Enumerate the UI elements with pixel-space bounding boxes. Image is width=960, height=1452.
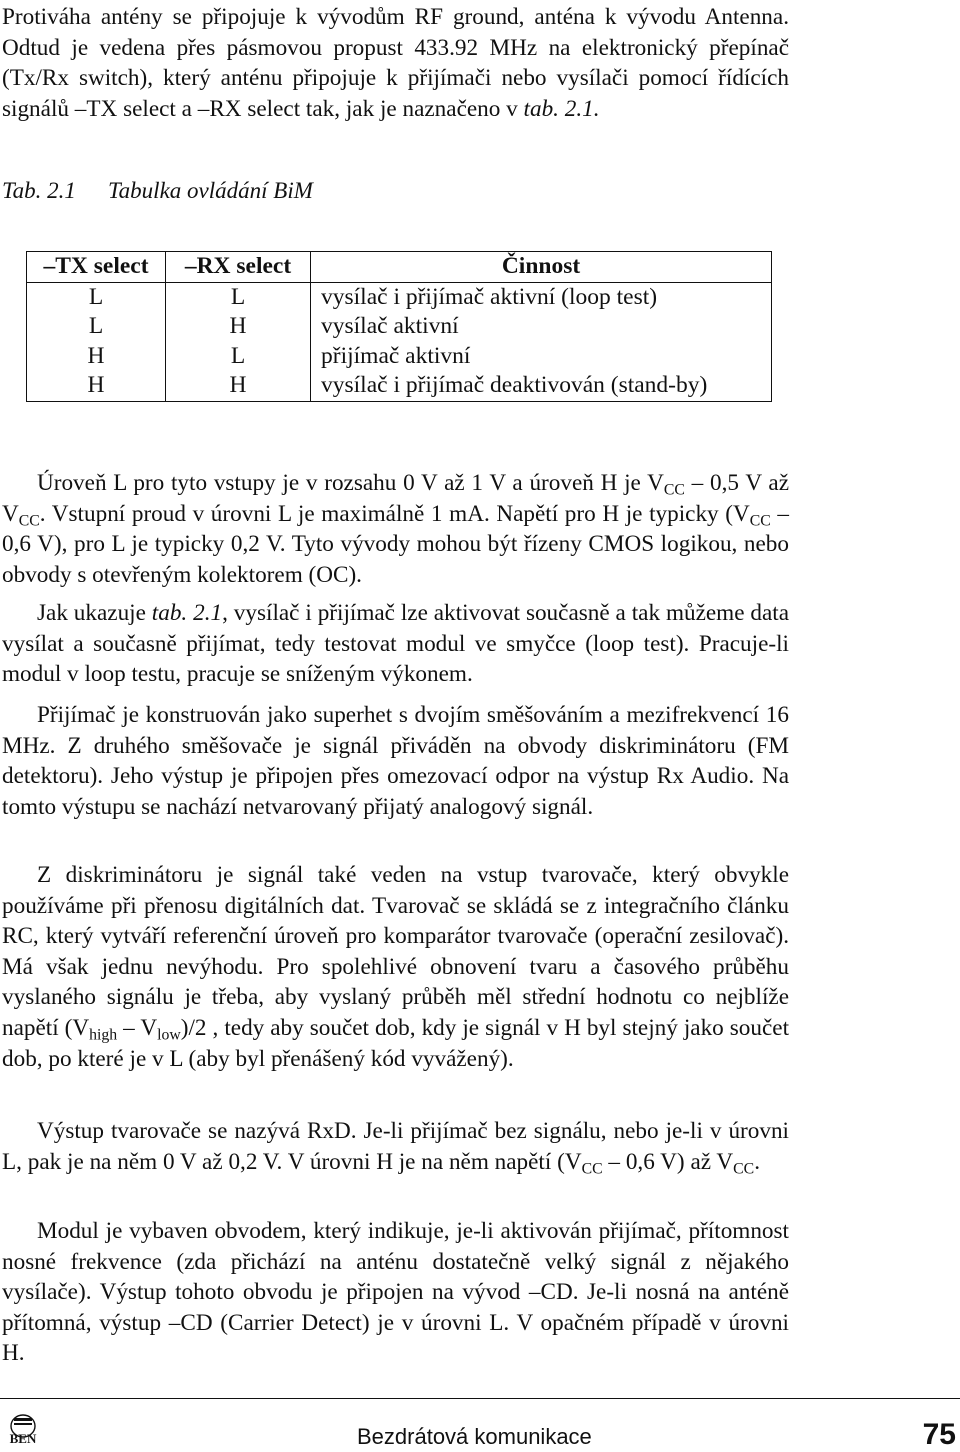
cell-rx: L bbox=[166, 342, 311, 372]
table-header-row bbox=[27, 252, 772, 283]
cell-tx: L bbox=[27, 282, 166, 312]
text-run: . Vstupní proud v úrovni L je maximálně 1 mA. Napětí pro H je typicky (V bbox=[39, 500, 750, 527]
paragraph-carrier-detect: Modul je vybaven obvodem, který indikuje, je-li aktivován přijímač, přítomnost nosné frekvence (zda přichází na anténu dostatečně velký signál z nějakého vysílače). Výstup tohoto obvodu je připojen na vývod –CD. Je-li nosná na anténě přítomná, výstup –CD (Carrier Detect) je v úrovni L. V opačném případě v úrovni H. bbox=[2, 1218, 789, 1367]
footer-divider bbox=[0, 1398, 960, 1399]
cell-rx: H bbox=[166, 312, 311, 342]
table-row bbox=[27, 312, 772, 342]
text-run: , vysílač i přijímač lze aktivovat současně a tak můžeme data vysílat a současně přijímat, tedy testovat modul ve smyčce (loop test). Pracuje-li modul v loop testu, pracuje se sníženým výkonem. bbox=[2, 600, 789, 688]
table-row bbox=[27, 282, 772, 312]
table-caption-title: Tabulka ovládání BiM bbox=[108, 178, 313, 203]
table-row bbox=[27, 342, 772, 372]
text-run: – 0,6 V), pro L je typicky 0,2 V. Tyto vývody mohou být řízeny CMOS logikou, nebo obvody s otevřeným kolektorem (OC). bbox=[2, 500, 790, 588]
subscript: CC bbox=[581, 1160, 603, 1178]
cell-cinnost: vysílač aktivní bbox=[311, 312, 772, 342]
header-rx-select: –RX select bbox=[166, 252, 311, 283]
text-run: – 0,6 V) až V bbox=[602, 1148, 734, 1175]
table-row bbox=[27, 371, 772, 401]
cell-rx: L bbox=[166, 282, 311, 312]
cell-cinnost: vysílač i přijímač aktivní (loop test) bbox=[311, 282, 772, 312]
text-run: Úroveň L pro tyto vstupy je v rozsahu 0 V až 1 V a úroveň H je V bbox=[37, 470, 664, 496]
text-run: – 0,5 V až V bbox=[2, 470, 789, 527]
footer-title: Bezdrátová komunikace bbox=[357, 1424, 592, 1449]
cell-rx: H bbox=[166, 371, 311, 401]
subscript: high bbox=[89, 1026, 118, 1044]
page-number: 75 bbox=[922, 1418, 956, 1451]
header-tx-select: –TX select bbox=[27, 252, 166, 283]
intro-text: Protiváha antény se připojuje k vývodům RF ground, anténa k vývodu Antenna. Odtud je vedena přes pásmovou propust 433.92 MHz na elektronický přepínač (Tx/Rx switch), který anténu připojuje k přijímači nebo vysílači pomocí řídících signálů –TX select a –RX select tak, jak je naznačeno v bbox=[2, 4, 789, 122]
text-run: . bbox=[754, 1148, 760, 1175]
table-caption-number: Tab. 2.1 bbox=[2, 178, 76, 203]
subscript: CC bbox=[18, 512, 40, 530]
text-run: Výstup tvarovače se nazývá RxD. Je-li přijímač bez signálu, nebo je-li v úrovni L, pak je na něm 0 V až 0,2 V. V úrovni H je na něm napětí (V bbox=[2, 1118, 789, 1175]
paragraph-rxd bbox=[2, 1116, 789, 1177]
table-caption bbox=[2, 178, 313, 204]
subscript: CC bbox=[663, 481, 685, 499]
text-run: Jak ukazuje bbox=[37, 600, 152, 626]
header-cinnost: Činnost bbox=[311, 252, 772, 283]
cell-cinnost: přijímač aktivní bbox=[311, 342, 772, 372]
paragraph-shaper bbox=[2, 860, 789, 1074]
cell-tx: H bbox=[27, 342, 166, 372]
cell-cinnost: vysílač i přijímač deaktivován (stand-by) bbox=[311, 371, 772, 401]
paragraph-loop-test bbox=[2, 598, 789, 690]
subscript: CC bbox=[733, 1160, 755, 1178]
text-run: Z diskriminátoru je signál také veden na vstup tvarovače, který obvykle používáme při přenosu digitálních dat. Tvarovač se skládá se z integračního článku RC, který vytváří referenční úroveň pro komparátor tvarovače (operační zesilovač). Má však jednu nevýhodu. Pro spolehlivé obnovení tvaru a časového průběhu vyslaného signálu je třeba, aby vyslaný průběh měl střední hodnotu co nejblíže napětí (V bbox=[2, 862, 789, 1041]
publisher-logo bbox=[4, 1412, 42, 1446]
control-table bbox=[26, 251, 772, 402]
table-reference: tab. 2.1 bbox=[151, 600, 223, 626]
text-run: )/2 , tedy aby součet dob, kdy je signál v H byl stejný jako součet dob, po které je v L (aby byl přenášený kód vyvážený). bbox=[2, 1014, 790, 1072]
table-reference: tab. 2.1. bbox=[523, 95, 600, 122]
cell-tx: L bbox=[27, 312, 166, 342]
logo-text: BEN bbox=[9, 1431, 37, 1446]
paragraph-receiver: Přijímač je konstruován jako superhet s dvojím směšováním a mezifrekvencí 16 MHz. Z druhého směšovače je signál přiváděn na obvody diskriminátoru (FM detektoru). Jeho výstup je připojen přes omezovací odpor na výstup Rx Audio. Na tomto výstupu se nachází netvarovaný přijatý analogový signál. bbox=[2, 702, 789, 820]
subscript: low bbox=[157, 1026, 181, 1044]
text-run: – V bbox=[117, 1014, 158, 1041]
intro-paragraph bbox=[2, 2, 789, 124]
cell-tx: H bbox=[27, 371, 166, 401]
paragraph-levels bbox=[2, 468, 789, 590]
subscript: CC bbox=[749, 512, 771, 530]
